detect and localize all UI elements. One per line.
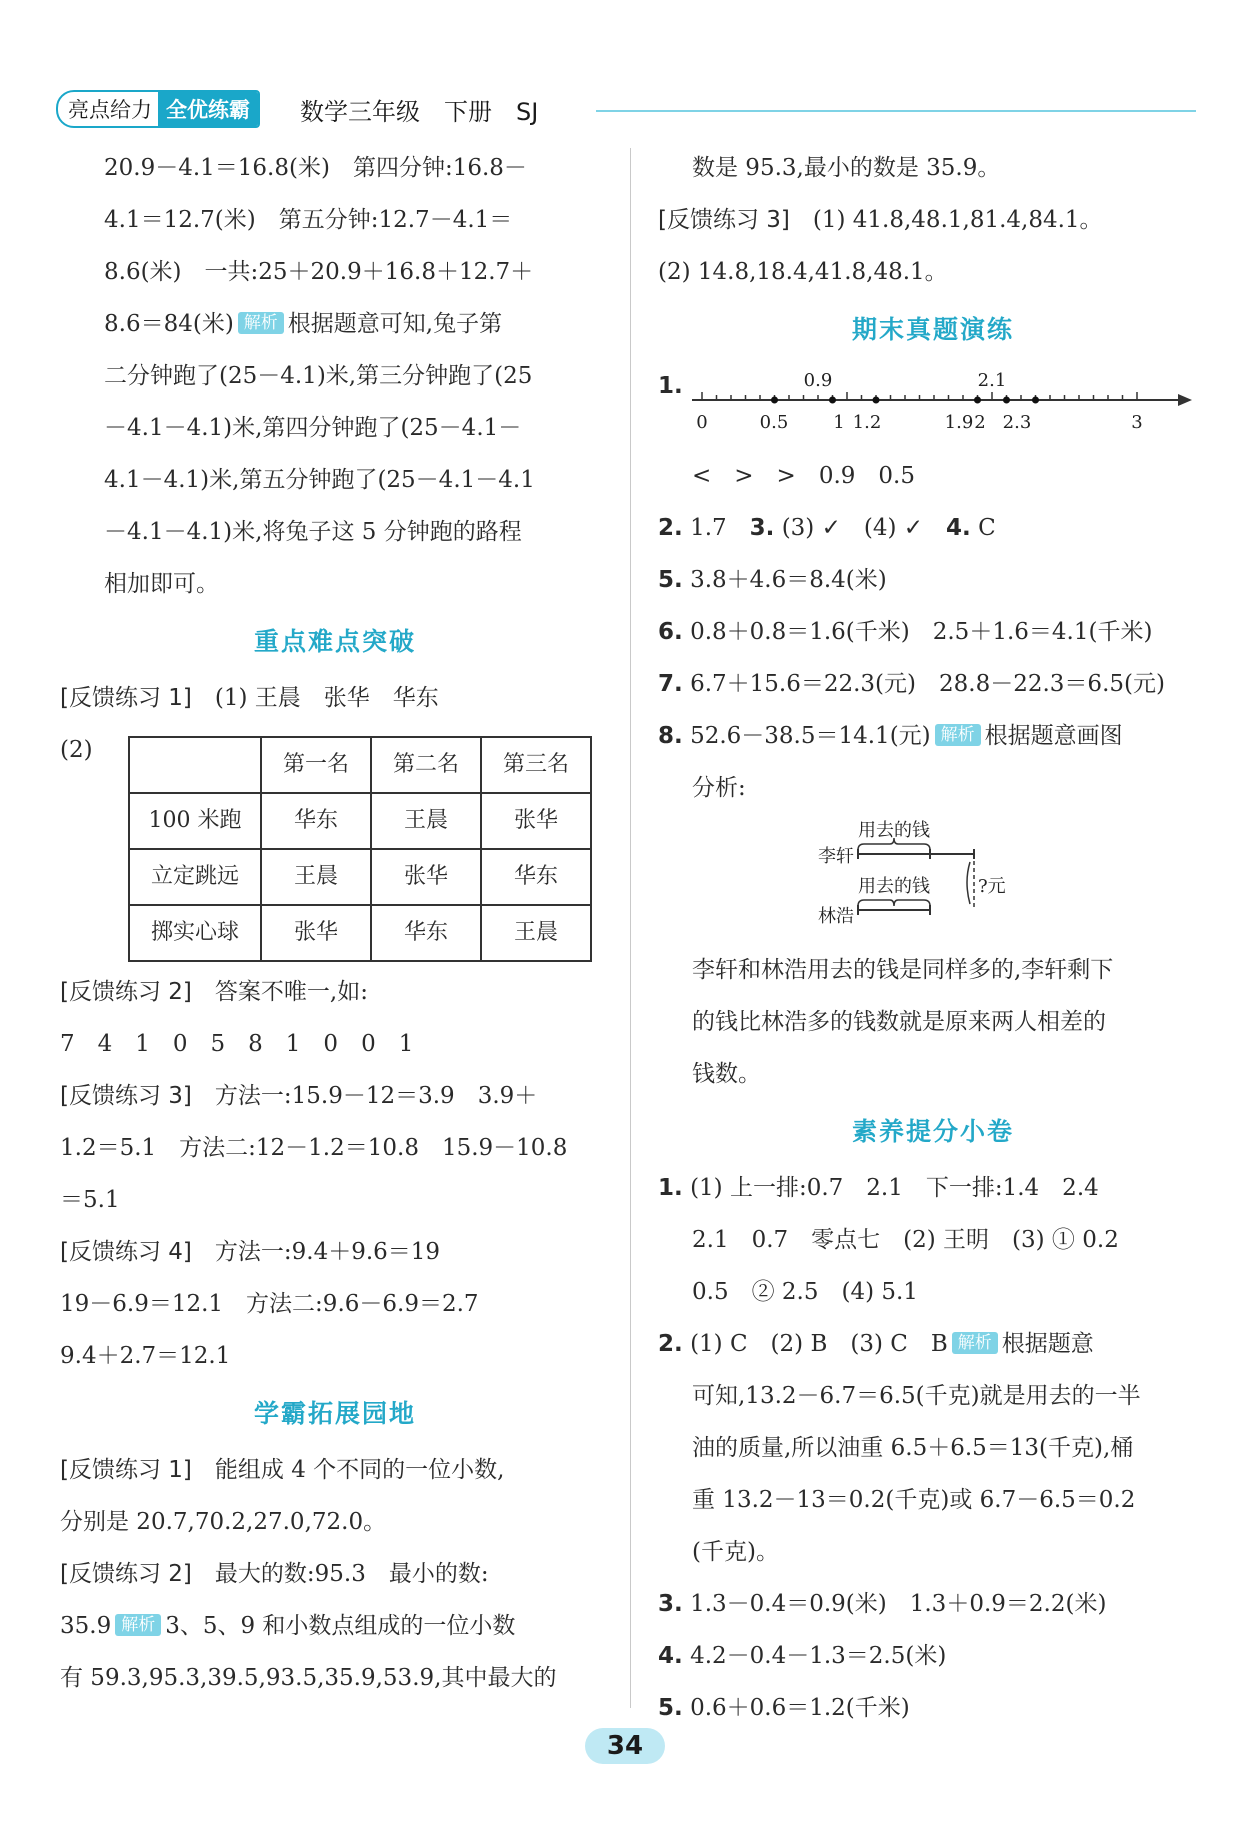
text-line: 5. 3.8＋4.6＝8.4(米) [658,567,887,593]
text-line: < > > 0.9 0.5 [692,463,915,489]
brand-logo [56,90,260,128]
text-line: 8.6＝84(米) 解析 根据题意可知,兔子第 [104,311,503,337]
exercise-label: [反馈练习 4] [60,1239,192,1265]
tick-label: 1.2 [852,412,882,433]
text-line: (2) 14.8,18.4,41.8,48.1。 [658,259,948,285]
table-header-row [129,737,591,793]
page-number: 34 [585,1728,665,1764]
text-line: 分析: [692,775,746,801]
left-column [60,142,610,1704]
text-line: 4. 4.2－0.4－1.3＝2.5(米) [658,1643,947,1669]
text-line: －4.1－4.1)米,将兔子这 5 分钟跑的路程 [104,519,522,545]
exercise-label: [反馈练习 1] [60,1457,192,1483]
text-line: 8. 52.6－38.5＝14.1(元) 解析 根据题意画图 [658,723,1123,749]
money-diagram [658,814,1178,944]
section-title: 重点难点突破 [253,627,416,656]
text-line: 可知,13.2－6.7＝6.5(千克)就是用去的一半 [692,1383,1141,1409]
text-line: 1.2＝5.1 方法二:12－1.2＝10.8 15.9－10.8 [60,1135,568,1161]
number-line-point [873,397,880,404]
tick-label: 3 [1131,412,1143,433]
table-cell [129,737,261,793]
right-column [658,142,1208,1734]
analysis-tag: 解析 [238,312,284,334]
text-line: [反馈练习 3] (1) 41.8,48.1,81.4,84.1。 [658,207,1103,233]
number-line-question [658,360,1208,450]
tick-label: 1 [833,412,845,433]
text-line: 2.1 0.7 零点七 (2) 王明 (3) ① 0.2 [692,1227,1119,1253]
table-cell: 王晨 [371,793,481,849]
text-line: 分别是 20.7,70.2,27.0,72.0。 [60,1509,387,1535]
number-line-arrow [1178,394,1192,406]
text-line: 1. (1) 上一排:0.7 2.1 下一排:1.4 2.4 [658,1175,1099,1201]
analysis-tag: 解析 [952,1332,998,1354]
text-line: 5. 0.6＋0.6＝1.2(千米) [658,1695,910,1721]
header-rule [596,110,1196,112]
table-cell: 王晨 [481,905,591,961]
table-cell: 华东 [371,905,481,961]
tick-label: 0 [696,412,708,433]
table-cell: 华东 [481,849,591,905]
text-line: －4.1－4.1)米,第四分钟跑了(25－4.1－ [104,415,522,441]
brace-question [967,862,970,904]
text-line: 2. 1.7 3. (3) ✓ (4) ✓ 4. C [658,515,996,541]
tick-label: 1.9 [944,412,974,433]
table-cell: 华东 [261,793,371,849]
column-divider [630,148,631,1708]
text-line: 油的质量,所以油重 6.5＋6.5＝13(千克),桶 [692,1435,1134,1461]
brand-left: 亮点给力 [68,98,152,122]
diagram-name-lixuan: 李轩 [818,846,854,867]
tick-label: 2.3 [1002,412,1032,433]
diagram-name-linhao: 林浩 [818,906,854,927]
tick-label: 0.9 [803,370,833,391]
exercise-label: [反馈练习 3] [658,207,790,233]
brand-right: 全优练霸 [158,90,258,128]
text-line: [反馈练习 3] 方法一:15.9－12＝3.9 3.9＋ [60,1083,538,1109]
section-title: 期末真题演练 [851,315,1014,344]
text-line: [反馈练习 4] 方法一:9.4＋9.6＝19 [60,1239,441,1265]
text-line: 有 59.3,95.3,39.5,93.5,35.9,53.9,其中最大的 [60,1665,557,1691]
diagram-label-used-top: 用去的钱 [858,820,930,841]
text-line: 7. 6.7＋15.6＝22.3(元) 28.8－22.3＝6.5(元) [658,671,1165,697]
exercise-label: [反馈练习 2] [60,1561,192,1587]
table-row [129,905,591,961]
table-cell: 张华 [371,849,481,905]
number-line-point [829,397,836,404]
table-row [129,849,591,905]
text-line: 的钱比林浩多的钱数就是原来两人相差的 [692,1009,1106,1035]
book-title: 数学三年级 下册 SJ [300,98,539,126]
text-line: 4.1－4.1)米,第五分钟跑了(25－4.1－4.1 [104,467,535,493]
tick-label: 0.5 [759,412,789,433]
analysis-tag: 解析 [935,724,981,746]
text-line: 9.4＋2.7＝12.1 [60,1343,231,1369]
table-cell: 掷实心球 [129,905,261,961]
text-line: 4.1＝12.7(米) 第五分钟:12.7－4.1＝ [104,207,513,233]
text-line: 19－6.9＝12.1 方法二:9.6－6.9＝2.7 [60,1291,479,1317]
text-line: [反馈练习 1] 能组成 4 个不同的一位小数, [60,1457,505,1483]
exercise-label: [反馈练习 1] [60,685,192,711]
number-line-point [974,397,981,404]
text-line: 2. (1) C (2) B (3) C B 解析 根据题意 [658,1331,1094,1357]
number-line [682,360,1202,450]
text-line: ＝5.1 [60,1187,120,1213]
text-line: 重 13.2－13＝0.2(千克)或 6.7－6.5＝0.2 [692,1487,1136,1513]
table-cell: 立定跳远 [129,849,261,905]
number-line-point [1032,397,1039,404]
text-line: 数是 95.3,最小的数是 35.9。 [692,155,1001,181]
question-number: 1. [658,373,683,399]
text-line: 李轩和林浩用去的钱是同样多的,李轩剩下 [692,957,1114,983]
number-line-point [1003,397,1010,404]
text-line: (2) [60,737,93,763]
table-row [129,793,591,849]
text-line: 钱数。 [692,1061,761,1087]
diagram-label-used-mid: 用去的钱 [858,876,930,897]
table-cell: 张华 [481,793,591,849]
text-line: 20.9－4.1＝16.8(米) 第四分钟:16.8－ [104,155,527,181]
text-line: 相加即可。 [104,571,219,597]
ranking-table [128,736,592,962]
text-line: [反馈练习 2] 最大的数:95.3 最小的数: [60,1561,489,1587]
table-cell: 王晨 [261,849,371,905]
table-cell: 100 米跑 [129,793,261,849]
text-line: 3. 1.3－0.4＝0.9(米) 1.3＋0.9＝2.2(米) [658,1591,1107,1617]
text-line: 6. 0.8＋0.8＝1.6(千米) 2.5＋1.6＝4.1(千米) [658,619,1153,645]
text-line: 35.9 解析 3、5、9 和小数点组成的一位小数 [60,1613,516,1639]
exercise-label: [反馈练习 2] [60,979,192,1005]
text-line: [反馈练习 1] (1) 王晨 张华 华东 [60,685,439,711]
text-line: (千克)。 [692,1539,779,1565]
diagram-question-label: ?元 [978,876,1006,897]
table-cell: 第二名 [371,737,481,793]
text-line: 8.6(米) 一共:25＋20.9＋16.8＋12.7＋ [104,259,534,285]
table-cell: 张华 [261,905,371,961]
text-line: 0.5 ② 2.5 (4) 5.1 [692,1279,918,1305]
tick-label: 2 [974,412,986,433]
brace-mid [858,900,930,906]
number-line-point [771,397,778,404]
table-cell: 第一名 [261,737,371,793]
text-line: 7 4 1 0 5 8 1 0 0 1 [60,1031,414,1057]
analysis-tag: 解析 [115,1614,161,1636]
section-title: 素养提分小卷 [851,1117,1014,1146]
page-header [56,86,1196,130]
exercise-label: [反馈练习 3] [60,1083,192,1109]
line-segment-diagram [658,814,1208,944]
text-line: 二分钟跑了(25－4.1)米,第三分钟跑了(25 [104,363,533,389]
text-line: [反馈练习 2] 答案不唯一,如: [60,979,368,1005]
table-cell: 第三名 [481,737,591,793]
tick-label: 2.1 [977,370,1007,391]
section-title: 学霸拓展园地 [253,1399,416,1428]
number-line-ticks [702,392,1137,400]
